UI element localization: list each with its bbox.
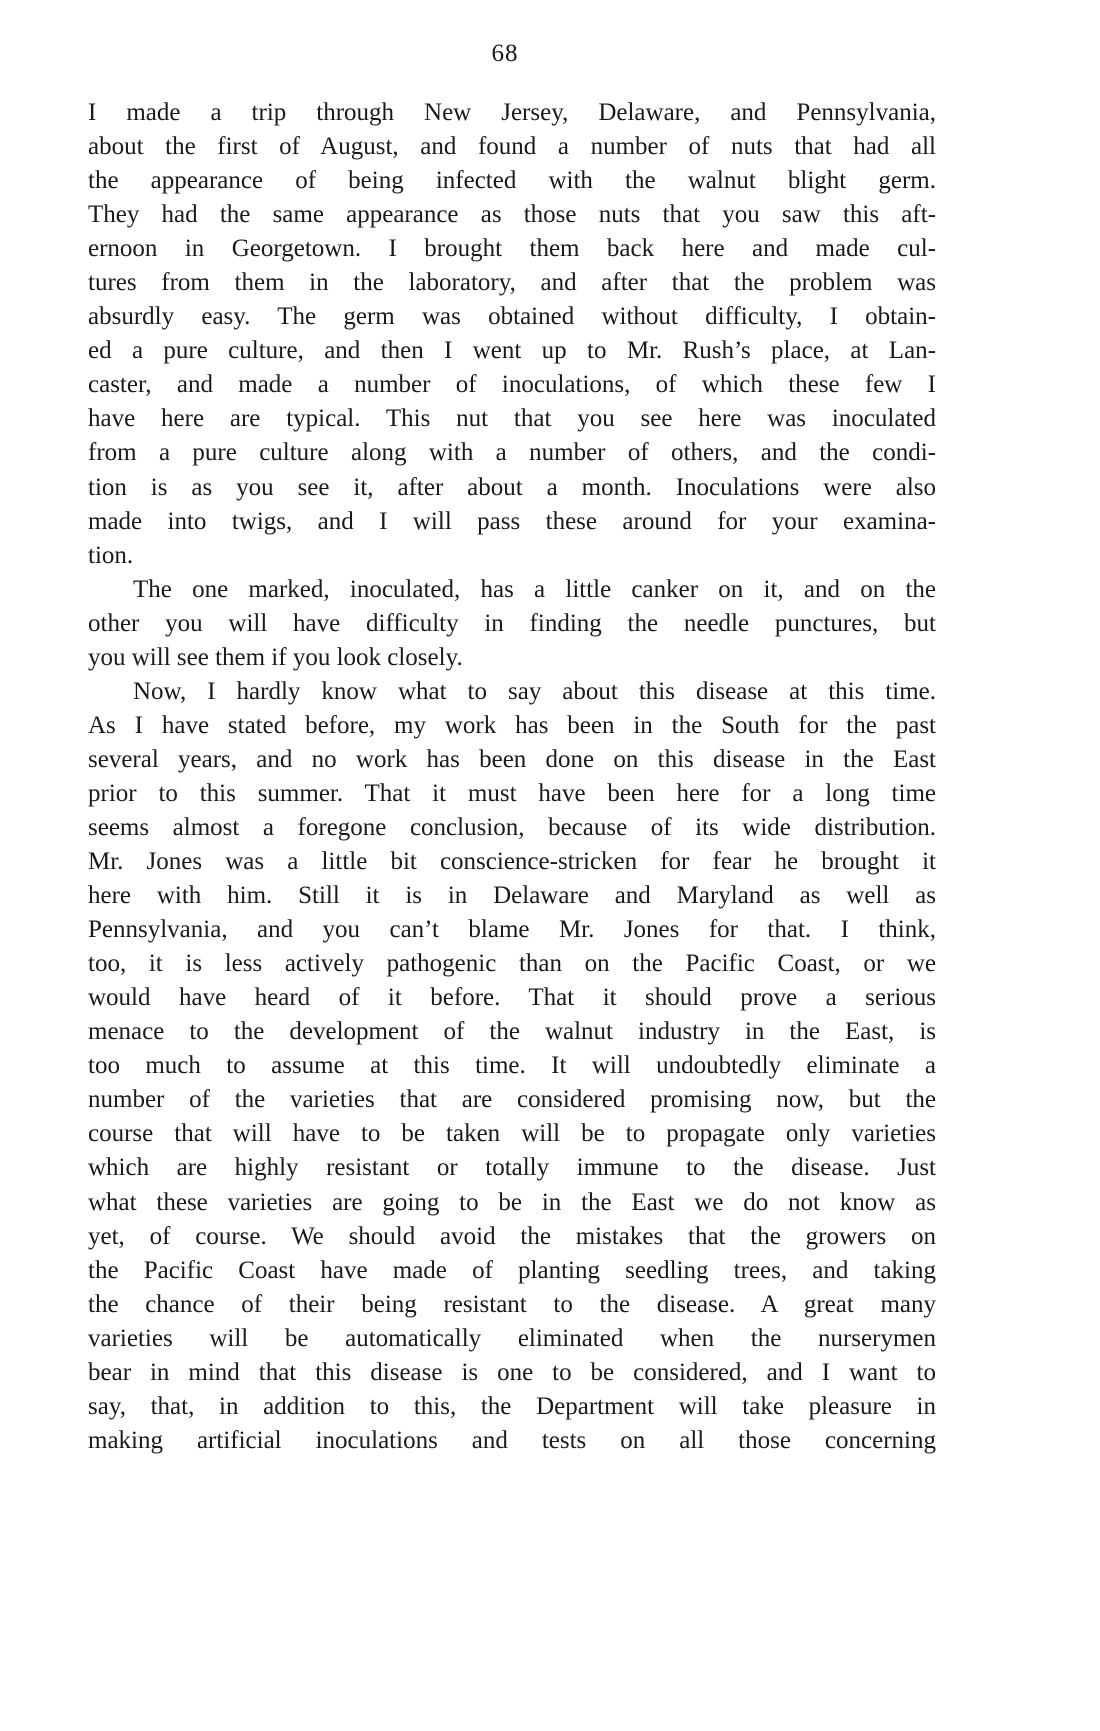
text-line: course that will have to be taken will be to propagate only varieties [88, 1120, 936, 1148]
text-line: ed a pure culture, and then I went up to Mr. Rush’s place, at Lan- [88, 337, 936, 365]
page-number: 68 [491, 40, 519, 67]
text-line: Pennsylvania, and you can’t blame Mr. Jones for that. I think, [88, 916, 936, 944]
text-line: you will see them if you look closely. [88, 643, 463, 671]
text-line: the Pacific Coast have made of planting seedling trees, and taking [88, 1256, 936, 1284]
text-line: They had the same appearance as those nuts that you saw this aft- [88, 201, 936, 229]
text-line: The one marked, inoculated, has a little canker on it, and on the [133, 575, 936, 603]
text-line: yet, of course. We should avoid the mistakes that the growers on [88, 1222, 936, 1250]
text-line: I made a trip through New Jersey, Delaware, and Pennsylvania, [88, 99, 936, 126]
text-line: several years, and no work has been done on this disease in the East [88, 745, 936, 773]
text-line: have here are typical. This nut that you see here was inoculated [88, 405, 936, 433]
text-line: say, that, in addition to this, the Department will take pleasure in [88, 1392, 936, 1420]
paragraph-2 [88, 573, 936, 675]
text-line: about the first of August, and found a number of nuts that had all [88, 133, 936, 161]
text-line: number of the varieties that are considered promising now, but the [88, 1086, 936, 1114]
text-line: varieties will be automatically eliminated when the nurserymen [88, 1324, 936, 1352]
body-text [88, 96, 936, 1458]
text-line: ernoon in Georgetown. I brought them back here and made cul- [88, 235, 936, 263]
text-line: what these varieties are going to be in the East we do not know as [88, 1188, 936, 1216]
text-line: caster, and made a number of inoculations, of which these few I [88, 371, 936, 399]
text-line: the appearance of being infected with the walnut blight germ. [88, 167, 936, 195]
text-line: making artificial inoculations and tests on all those concerning [88, 1426, 936, 1454]
text-line: the chance of their being resistant to the disease. A great many [88, 1290, 936, 1318]
text-line: bear in mind that this disease is one to be considered, and I want to [88, 1358, 936, 1386]
text-line: tion. [88, 541, 134, 569]
text-line: absurdly easy. The germ was obtained without difficulty, I obtain- [88, 303, 936, 331]
text-line: As I have stated before, my work has been in the South for the past [88, 711, 936, 739]
text-line: here with him. Still it is in Delaware and Maryland as well as [88, 882, 936, 910]
paragraph-3 [88, 675, 936, 1458]
text-line: menace to the development of the walnut industry in the East, is [88, 1018, 936, 1046]
text-line: Mr. Jones was a little bit conscience-stricken for fear he brought it [88, 848, 936, 876]
paragraph-1 [88, 96, 936, 573]
text-line: which are highly resistant or totally immune to the disease. Just [88, 1154, 936, 1182]
text-line: seems almost a foregone conclusion, because of its wide distribution. [88, 813, 936, 841]
text-line: made into twigs, and I will pass these around for your examina- [88, 507, 936, 535]
text-line: would have heard of it before. That it should prove a serious [88, 984, 936, 1012]
text-line: tures from them in the laboratory, and after that the problem was [88, 269, 936, 297]
text-line: tion is as you see it, after about a month. Inoculations were also [88, 473, 936, 501]
text-line: from a pure culture along with a number of others, and the condi- [88, 439, 936, 467]
text-line: too, it is less actively pathogenic than on the Pacific Coast, or we [88, 950, 936, 978]
text-line: prior to this summer. That it must have been here for a long time [88, 779, 936, 807]
text-line: Now, I hardly know what to say about this disease at this time. [133, 677, 936, 705]
text-line: other you will have difficulty in finding the needle punctures, but [88, 609, 936, 637]
text-line: too much to assume at this time. It will undoubtedly eliminate a [88, 1052, 936, 1080]
